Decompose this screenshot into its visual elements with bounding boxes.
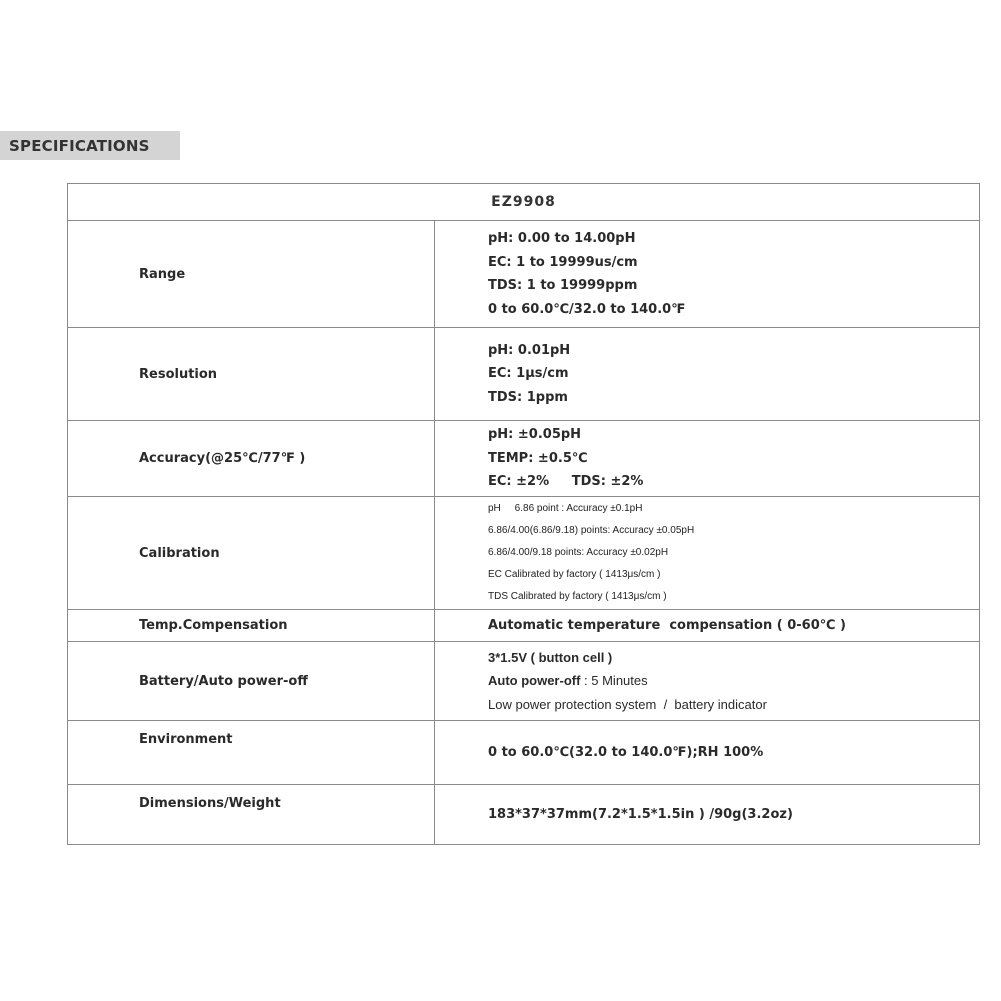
calibration-ec: EC Calibrated by factory ( 1413μs/cm ) xyxy=(488,569,661,580)
row-value-range xyxy=(435,221,980,328)
temp-compensation-value: Automatic temperature compensation ( 0-60℃ ) xyxy=(488,617,846,633)
resolution-tds: TDS: 1ppm xyxy=(488,389,568,405)
row-label-range: Range xyxy=(68,221,435,328)
row-value-accuracy xyxy=(435,421,980,497)
accuracy-ec-tds: EC: ±2% TDS: ±2% xyxy=(488,474,644,490)
section-title: SPECIFICATIONS xyxy=(9,136,150,155)
specifications-table xyxy=(67,183,980,845)
table-row-temp-compensation xyxy=(68,610,980,642)
row-label-dimensions: Dimensions/Weight xyxy=(68,785,435,845)
row-label-accuracy: Accuracy(@25℃/77℉ ) xyxy=(68,421,435,497)
calibration-ph-2point: 6.86/4.00(6.86/9.18) points: Accuracy ±0.05pH xyxy=(488,525,695,536)
row-label-calibration: Calibration xyxy=(68,497,435,610)
calibration-tds: TDS Calibrated by factory ( 1413μs/cm ) xyxy=(488,591,667,602)
range-ec: EC: 1 to 19999us/cm xyxy=(488,254,638,270)
model-name: EZ9908 xyxy=(68,184,980,221)
row-label-resolution: Resolution xyxy=(68,328,435,421)
battery-protection: Low power protection system / battery indicator xyxy=(488,696,767,712)
battery-auto-off xyxy=(488,669,979,693)
row-value-battery xyxy=(435,642,980,721)
row-label-battery: Battery/Auto power-off xyxy=(68,642,435,721)
row-value-temp-compensation xyxy=(435,610,980,642)
row-label-temp-compensation: Temp.Compensation xyxy=(68,610,435,642)
row-value-resolution xyxy=(435,328,980,421)
row-label-environment: Environment xyxy=(68,721,435,785)
range-temp: 0 to 60.0℃/32.0 to 140.0℉ xyxy=(488,301,686,317)
table-row-model xyxy=(68,184,980,221)
table-row-range xyxy=(68,221,980,328)
battery-cells: 3*1.5V ( button cell ) xyxy=(488,649,613,665)
range-ph: pH: 0.00 to 14.00pH xyxy=(488,231,636,246)
accuracy-temp: TEMP: ±0.5℃ xyxy=(488,450,588,466)
table-row-calibration xyxy=(68,497,980,610)
table-row-accuracy xyxy=(68,421,980,497)
calibration-ph-3point: 6.86/4.00/9.18 points: Accuracy ±0.02pH xyxy=(488,547,669,558)
resolution-ec: EC: 1μs/cm xyxy=(488,366,569,382)
section-title-bar xyxy=(0,131,180,160)
auto-off-time: : 5 Minutes xyxy=(580,673,648,689)
row-value-environment xyxy=(435,721,980,785)
auto-off-label: Auto power-off xyxy=(488,673,581,689)
dimensions-value: 183*37*37mm(7.2*1.5*1.5in ) /90g(3.2oz) xyxy=(488,806,793,822)
row-value-dimensions xyxy=(435,785,980,845)
accuracy-ph: pH: ±0.05pH xyxy=(488,427,582,443)
calibration-ph-1point: pH 6.86 point : Accuracy ±0.1pH xyxy=(488,503,643,514)
table-row-resolution xyxy=(68,328,980,421)
table-row-dimensions xyxy=(68,785,980,845)
table-row-environment xyxy=(68,721,980,785)
resolution-ph: pH: 0.01pH xyxy=(488,342,571,358)
row-value-calibration xyxy=(435,497,980,610)
table-row-battery xyxy=(68,642,980,721)
environment-value: 0 to 60.0℃(32.0 to 140.0℉);RH 100% xyxy=(488,744,764,760)
range-tds: TDS: 1 to 19999ppm xyxy=(488,278,638,293)
